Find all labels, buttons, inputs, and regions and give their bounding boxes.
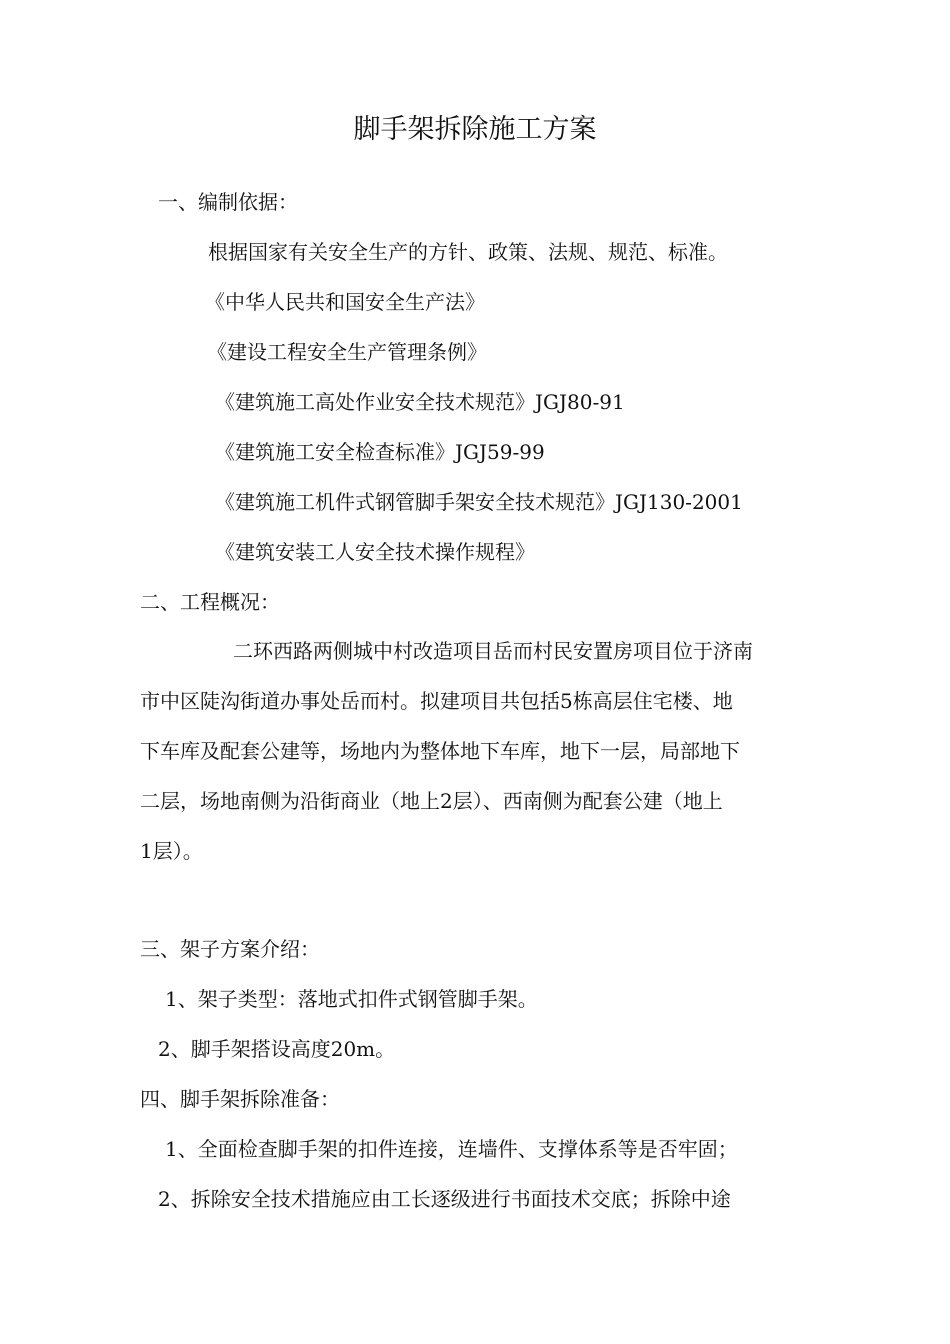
- scaffold-plan-item: 1、架子类型：落地式扣件式钢管脚手架。: [165, 987, 538, 1011]
- basis-intro: 根据国家有关安全生产的方针、政策、法规、规范、标准。: [208, 240, 728, 264]
- overview-paragraph-line: 二层，场地南侧为沿街商业（地上2层）、西南侧为配套公建（地上: [140, 789, 723, 813]
- reference-item: 《建筑施工机件式钢管脚手架安全技术规范》JGJ130-2001: [215, 490, 743, 514]
- overview-paragraph-line: 下车库及配套公建等，场地内为整体地下车库，地下一层，局部地下: [140, 739, 740, 763]
- reference-item: 《中华人民共和国安全生产法》: [205, 290, 485, 314]
- reference-item: 《建筑安装工人安全技术操作规程》: [215, 540, 535, 564]
- overview-paragraph-line: 市中区陡沟街道办事处岳而村。拟建项目共包括5栋高层住宅楼、地: [140, 689, 733, 713]
- section-heading-scaffold-plan: 三、架子方案介绍：: [140, 937, 320, 961]
- reference-item: 《建筑施工高处作业安全技术规范》JGJ80-91: [215, 390, 625, 414]
- section-heading-basis: 一、编制依据：: [158, 190, 298, 214]
- removal-prep-item: 2、拆除安全技术措施应由工长逐级进行书面技术交底；拆除中途: [158, 1187, 731, 1211]
- reference-item: 《建设工程安全生产管理条例》: [207, 340, 487, 364]
- section-heading-removal-prep: 四、脚手架拆除准备：: [140, 1087, 340, 1111]
- document-title: 脚手架拆除施工方案: [353, 114, 597, 145]
- overview-paragraph-line: 二环西路两侧城中村改造项目岳而村民安置房项目位于济南: [233, 639, 753, 663]
- section-heading-overview: 二、工程概况：: [140, 590, 280, 614]
- scaffold-plan-item: 2、脚手架搭设高度20m。: [158, 1037, 396, 1061]
- overview-paragraph-line: 1层）。: [140, 839, 203, 863]
- removal-prep-item: 1、全面检查脚手架的扣件连接，连墙件、支撑体系等是否牢固；: [165, 1137, 738, 1161]
- reference-item: 《建筑施工安全检查标准》JGJ59-99: [215, 440, 545, 464]
